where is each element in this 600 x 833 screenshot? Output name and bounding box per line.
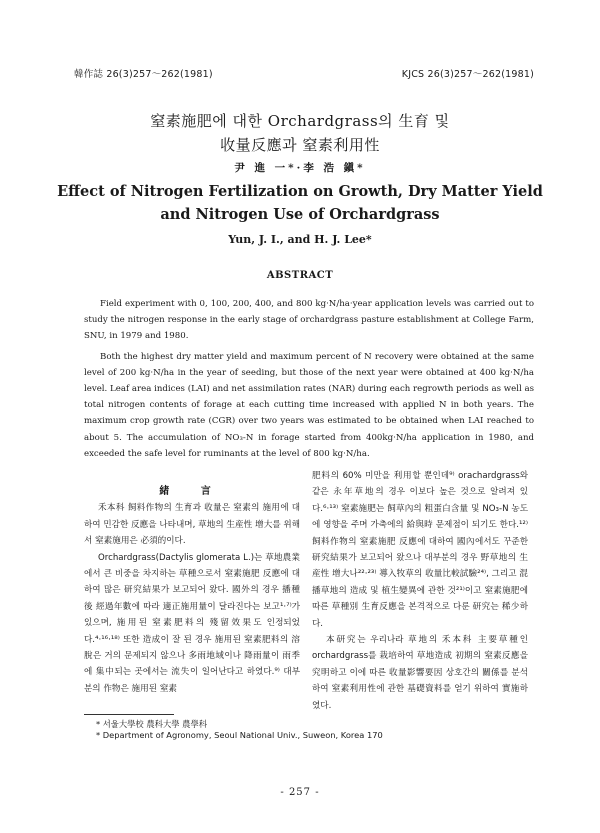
intro-paragraph-3: 肥料의 60% 미만을 利用할 뿐인데⁹⁾ orachardgrass와 같은 永年草地의 경우 이보다 높은 것으로 알려져 있다.⁶·¹³⁾ 窒素施肥는 飼草內의 粗蛋白含量 및 NO₃-N 농도에 영향을 주며 가축에의 給與時 문제점이 되기도 한다.¹²⁾ 飼料作物의 窒素施肥 反應에 대하여 國內에서도 꾸준한 研究結果가 보고되어 왔으나 대부분의 경우 野草地의 生産性 增大나²²·²³⁾ 導入牧草의 收量比較試驗²⁴⁾, 그리고 混播草地의 造成 및 植生變異에 관한 것²¹⁾이고 窒素施肥에 따른 草種別 生育反應을 본격적으로 다룬 研究는 稀少하다. xyxy=(312,471,528,629)
journal-header-korean: 韓作誌 26(3)257～262(1981) xyxy=(74,69,213,80)
footnote-divider xyxy=(84,714,174,715)
korean-title-line-1: 窒素施肥에 대한 Orchardgrass의 生育 및 xyxy=(150,112,450,130)
abstract-paragraph-2: Both the highest dry matter yield and maximum percent of N recovery were obtained at the same level of 200 kg·N/ha in the year of seeding, but those of the next year were obtained at 400 kg·N/ha level. Leaf area indices (LAI) and net assimilation rates (NAR) during each regrowth periods as well as total nitrogen contents of forage at each cutting time increased with applied N in both years. The maximum crop growth rate (CGR) over two years was estimated to be obtained when LAI reached to about 5. The accumulation of NO₃-N in forage started from 400kg·N/ha application in 1980, and exceeded the safe level for ruminants at the level of 800 kg·N/ha. xyxy=(84,351,534,459)
intro-paragraph-4: 本研究는 우리나라 草地의 禾本科 主要草種인 orchardgrass를 栽培하여 草地造成 初期의 窒素反應을 究明하고 이에 따른 收量影響要因 상호간의 關係를 분석하여 窒素利用性에 관한 基礎資料를 얻기 위하여 實施하였다. xyxy=(312,635,528,711)
journal-header-english: KJCS 26(3)257～262(1981) xyxy=(401,69,534,80)
korean-title-line-2: 收量反應과 窒素利用性 xyxy=(220,136,380,154)
intro-right-column xyxy=(312,468,528,714)
abstract-paragraph-1: Field experiment with 0, 100, 200, 400, and 800 kg·N/ha·year application levels was carried out to study the nitrogen response in the early stage of orchardgrass pasture establishment at College Farm, SNU, in 1979 and 1980. xyxy=(84,299,534,342)
intro-paragraph-1: 禾本科 飼料作物의 生育과 收量은 窒素의 施用에 대하여 민감한 反應을 나타내며, 草地의 生産性 增大를 위해서 窒素施用은 必須的이다. xyxy=(84,503,300,547)
footnote-korean-affiliation: * 서울大學校 農科大學 農學科 xyxy=(96,719,208,729)
english-authors: Yun, J. I., and H. J. Lee* xyxy=(228,233,372,246)
introduction-heading: 緒 言 xyxy=(159,486,225,497)
abstract-body xyxy=(84,296,534,466)
korean-authors: 尹 進 一*·李 浩 鎭* xyxy=(234,162,366,174)
abstract-heading: ABSTRACT xyxy=(266,270,334,281)
intro-paragraph-2: Orchardgrass(Dactylis glomerata L.)는 草地農業에서 큰 비중을 차지하는 草種으로서 窒素施肥 反應에 대하여 많은 研究結果가 보고되어 왔다. 國外의 경우 播種 後 經過年數에 따라 適正施用量이 달라진다는 보고¹·⁷⁾가 있으며, 施用된 窒素肥料의 殘留效果도 인정되었다.⁴·¹⁶·¹⁸⁾ 또한 造成이 잘 된 경우 施用된 窒素肥料의 溶脫은 거의 문제되지 않으나 多雨地域이나 降雨量이 雨季에 集中되는 곳에서는 流失이 일어난다고 하였다.⁹⁾ 대부분의 作物은 施用된 窒素 xyxy=(84,552,300,694)
page-number: - 257 - xyxy=(280,787,320,798)
footnote-english-affiliation: * Department of Agronomy, Seoul National Univ., Suweon, Korea 170 xyxy=(96,730,383,740)
english-title-line-2: and Nitrogen Use of Orchardgrass xyxy=(160,206,440,223)
intro-left-column xyxy=(84,484,300,697)
english-title-line-1: Effect of Nitrogen Fertilization on Growth, Dry Matter Yield xyxy=(57,183,543,200)
